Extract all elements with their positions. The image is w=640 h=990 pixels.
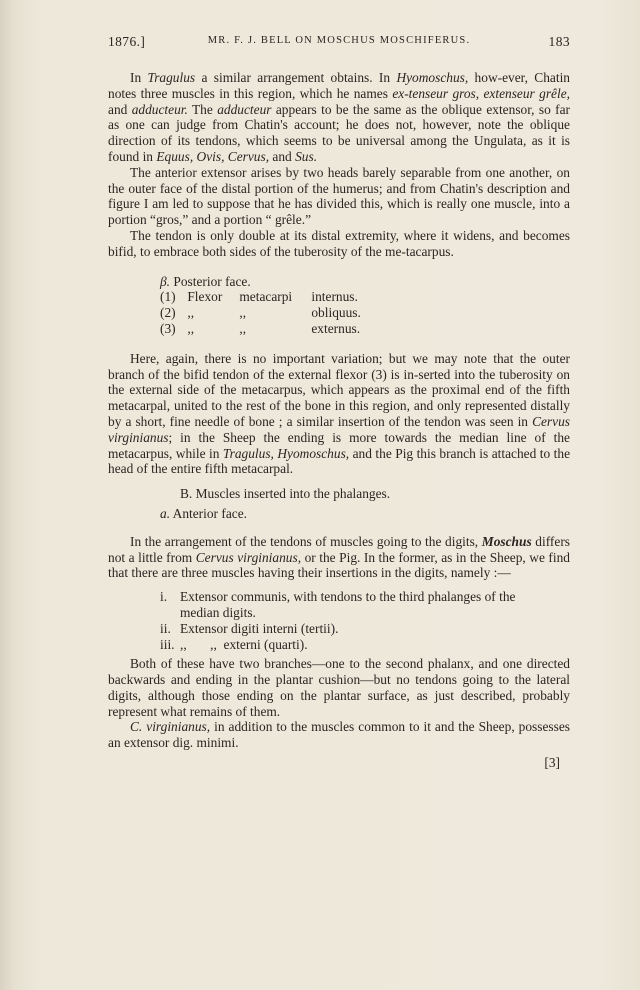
flexor-list — [108, 289, 570, 336]
header-date: 1876.] — [108, 34, 146, 49]
page-body — [108, 70, 570, 771]
paragraph-branches: Both of these have two branches—one to the second phalanx, and one directed backwards and ending in the plantar cushion—but no tendons going to the lateral digits, although those ending on the plantar surface, as just described, probably represent what remains of them. — [108, 656, 570, 719]
heading-section-b: B. Muscles inserted into the phalanges. — [180, 486, 391, 502]
list-item-continuation: median digits. — [180, 604, 256, 620]
paragraph-virginianus: C. virginianus, in addition to the muscles common to it and the Sheep, possesses an extensor dig. minimi. — [108, 719, 570, 751]
paragraph-variation: Here, again, there is no important variation; but we may note that the outer branch of the bifid tendon of the external flexor (3) is in-serted into the tuberosity on the external side of the metacarpus, which appears as the proximal end of the fifth metacarpal, united to the rest of the bone in this region, and only represented distally by a short, fine needle of bone ; a similar insertion of the tendon was seen in Cervus virginianus; in the Sheep the ending is more towards the median line of the metacarpus, while in Tragulus, Hyomoschus, and the Pig this branch is attached to the head of the entire fifth metacarpal. — [108, 350, 571, 477]
list-item: ii. Extensor digiti interni (tertii). — [160, 620, 339, 636]
running-header — [108, 34, 570, 54]
list-item: (1) Flexor metacarpi internus. — [160, 289, 358, 305]
extensor-list — [108, 589, 570, 652]
paragraph-tragulus: In Tragulus a similar arrangement obtains. In Hyomoschus, how-ever, Chatin notes three muscles in this region, which he names ex-tenseur gros, extenseur grêle, and adducteur. The adducteur appears to be the same as the oblique extensor, so far as one can judge from Chatin's account; he does not, however, note the oblique direction of its tendons, which seems to be universal among the Ungulata, as it is found in Equus, Ovis, Cervus, and Sus. — [108, 70, 570, 164]
paragraph-anterior-extensor: The anterior extensor arises by two heads barely separable from one another, on the outer face of the distal portion of the humerus; and from Chatin's description and figure I am led to suppose that he has divided this, which is really one muscle, into a portion “gros,” and a portion “ grêle.” — [108, 164, 570, 228]
paragraph-tendon: The tendon is only double at its distal extremity, where it widens, and becomes bifid, to embrace both sides of the tuberosity of the me-tacarpus. — [108, 227, 570, 259]
paragraph-digits: In the arrangement of the tendons of muscles going to the digits, Moschus differs not a little from Cervus virginianus, or the Pig. In the former, as in the Sheep, we find that there are three muscles having their insertions in the digits, namely :— — [108, 533, 571, 581]
page-number: 183 — [548, 34, 570, 49]
list-item: i. Extensor communis, with tendons to the third phalanges of the — [160, 589, 516, 605]
header-title: MR. F. J. BELL ON MOSCHUS MOSCHIFERUS. — [207, 35, 471, 46]
list-item: iii. ,, ,, externi (quarti). — [160, 636, 308, 652]
list-item: (2) ,, ,, obliquus. — [160, 305, 361, 321]
heading-anterior-face: a. Anterior face. — [160, 505, 248, 521]
signature-mark: [3] — [544, 755, 560, 771]
heading-posterior-face: β. Posterior face. — [160, 273, 251, 289]
list-item: (3) ,, ,, externus. — [160, 320, 361, 336]
